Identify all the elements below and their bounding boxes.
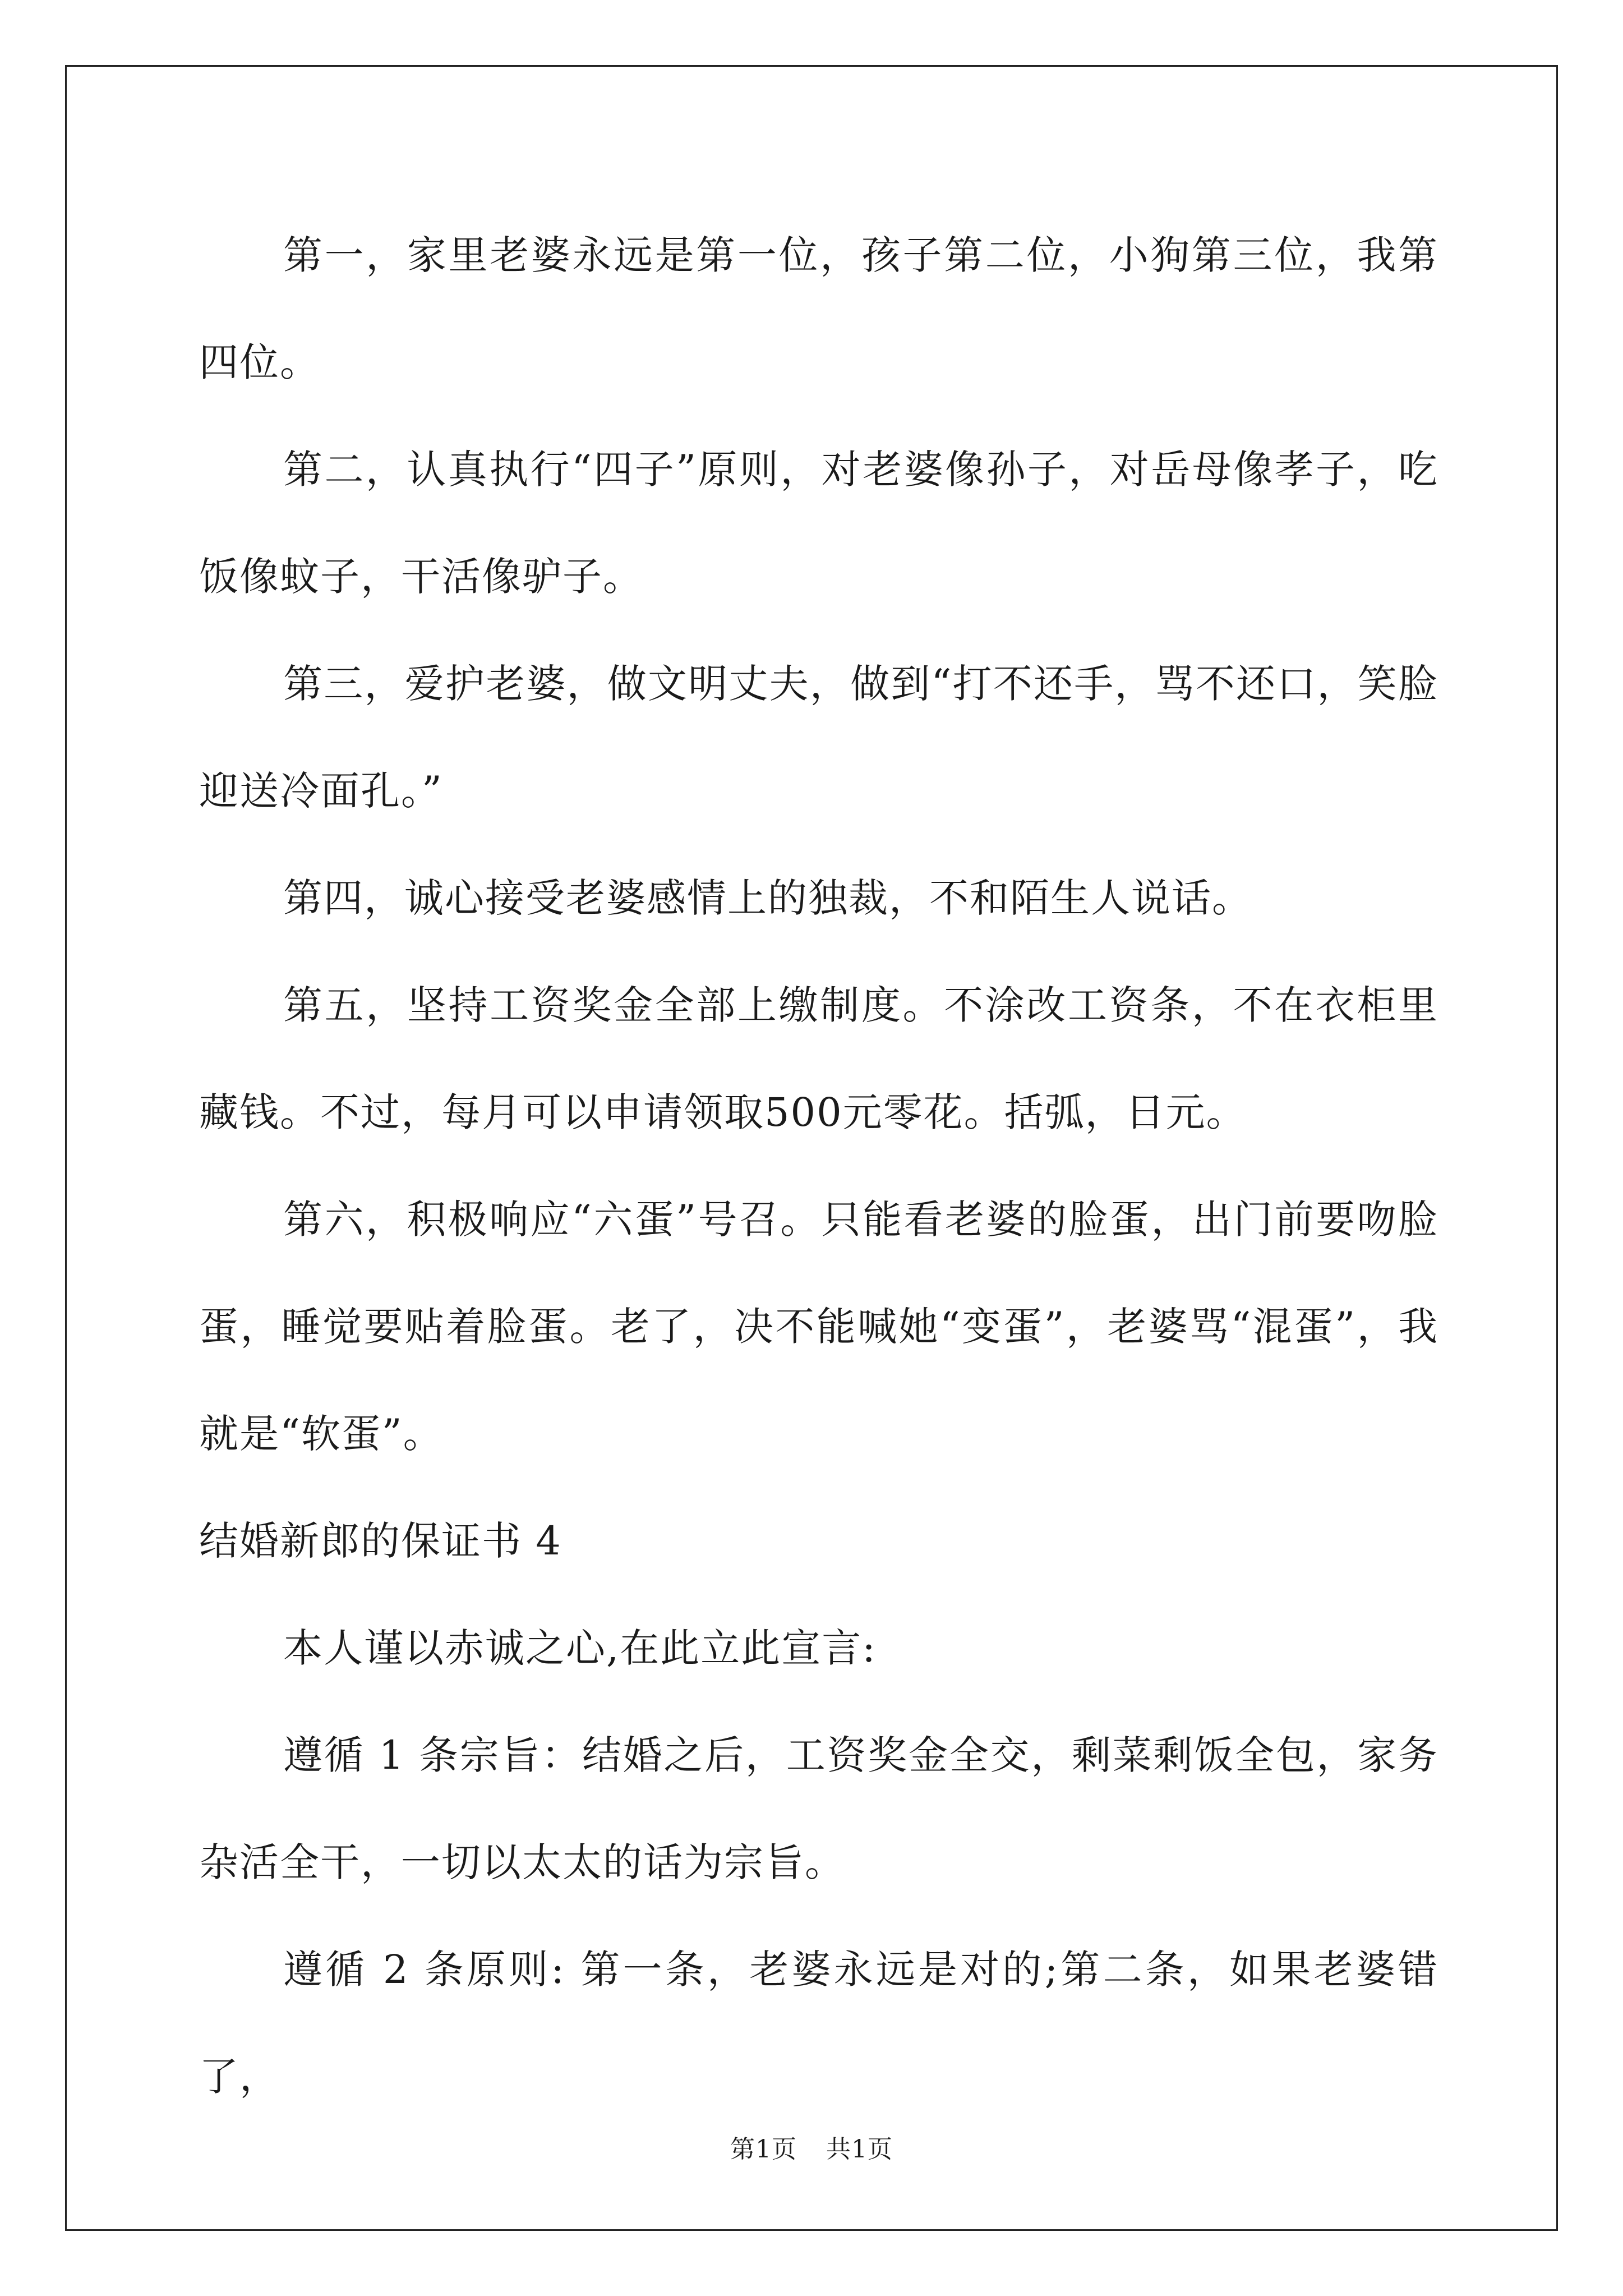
page-total: 共1页 [826, 2135, 893, 2164]
paragraph-principle-2: 遵循 2 条原则: 第一条，老婆永远是对的;第二条，如果老婆错了， [199, 1947, 1438, 2100]
section-heading: 结婚新郎的保证书 4 [199, 1518, 562, 1564]
page-footer [0, 2129, 1623, 2165]
paragraph-rule-5: 第五，坚持工资奖金全部上缴制度。不涂改工资条，不在衣柜里藏钱。不过，每月可以申请领取500元零花。括弧，日元。 [199, 982, 1438, 1135]
document-body [199, 202, 1438, 2131]
paragraph-rule-4: 第四，诚心接受老婆感情上的独裁，不和陌生人说话。 [283, 875, 1252, 921]
paragraph-declaration: 本人谨以赤诚之心,在此立此宣言: [283, 1625, 877, 1671]
paragraph-principle-1: 遵循 1 条宗旨：结婚之后，工资奖金全交，剩菜剩饭全包，家务杂活全干，一切以太太的话为宗旨。 [199, 1732, 1438, 1885]
paragraph-rule-3: 第三，爱护老婆，做文明丈夫，做到“打不还手，骂不还口，笑脸迎送冷面孔。” [199, 661, 1438, 814]
paragraph-rule-2: 第二，认真执行“四子”原则，对老婆像孙子，对岳母像孝子，吃饭像蚊子，干活像驴子。 [199, 447, 1438, 600]
paragraph-rule-1: 第一，家里老婆永远是第一位，孩子第二位，小狗第三位，我第四位。 [199, 232, 1438, 385]
page-number: 第1页 [730, 2135, 797, 2164]
paragraph-rule-6: 第六，积极响应“六蛋”号召。只能看老婆的脸蛋，出门前要吻脸蛋，睡觉要贴着脸蛋。老了，决不能喊她“变蛋”，老婆骂“混蛋”，我就是“软蛋”。 [199, 1197, 1438, 1457]
